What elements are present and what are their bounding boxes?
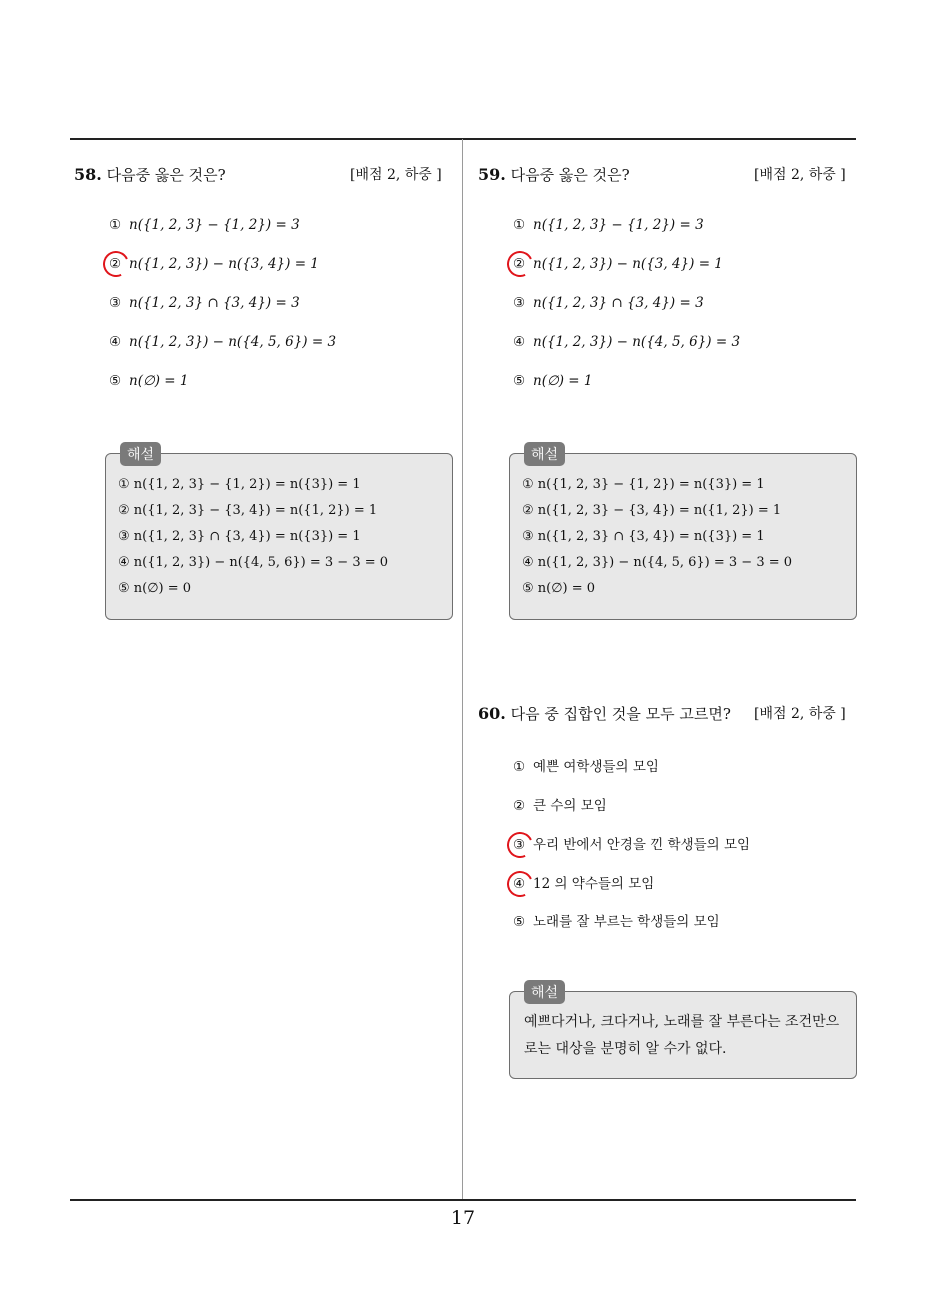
option-mark-selected: ②: [109, 256, 129, 272]
option-text: 예쁜 여학생들의 모임: [533, 759, 659, 775]
explanation-box-59: [509, 447, 857, 620]
option-mark: ①: [513, 217, 526, 233]
option-mark: ①: [513, 759, 526, 775]
option-mark-selected: ③: [513, 837, 533, 853]
bottom-rule: [70, 1199, 856, 1201]
explanation-line: ⑤ n(∅) = 0: [522, 581, 596, 596]
option-5[interactable]: [513, 910, 720, 930]
option-2[interactable]: [513, 794, 607, 814]
option-1[interactable]: [513, 755, 659, 775]
option-3[interactable]: [513, 833, 750, 853]
explanation-line: ⑤ n(∅) = 0: [118, 581, 192, 596]
option-mark: ⑤: [513, 373, 526, 389]
explanation-line: ③ n({1, 2, 3} ∩ {3, 4}) = n({3}) = 1: [118, 529, 361, 544]
option-1[interactable]: [513, 217, 704, 233]
question-score: [배점 2, 하중 ]: [350, 167, 442, 183]
option-5[interactable]: [109, 373, 188, 389]
explanation-line: ① n({1, 2, 3} − {1, 2}) = n({3}) = 1: [522, 477, 765, 492]
question-prompt: 다음 중 집합인 것을 모두 고르면?: [510, 705, 731, 723]
option-1[interactable]: [109, 217, 300, 233]
option-4[interactable]: [513, 872, 654, 892]
option-mark: ③: [513, 295, 526, 311]
selected-circle-icon: [99, 247, 132, 280]
top-rule: [70, 138, 856, 140]
option-mark: ①: [109, 217, 122, 233]
option-mark: ④: [109, 334, 122, 350]
option-3[interactable]: [109, 295, 300, 311]
option-text: n({1, 2, 3}) − n({3, 4}) = 1: [129, 256, 319, 272]
option-4[interactable]: [109, 334, 336, 350]
explanation-box-58: [105, 447, 453, 620]
explanation-box-60: [509, 985, 857, 1079]
explanation-line: ④ n({1, 2, 3}) − n({4, 5, 6}) = 3 − 3 = 0: [522, 555, 793, 570]
option-mark: ③: [109, 295, 122, 311]
option-3[interactable]: [513, 295, 704, 311]
question-prompt: 다음중 옳은 것은?: [106, 166, 226, 184]
option-text: n({1, 2, 3} − {1, 2}) = 3: [533, 217, 704, 233]
question-prompt: 다음중 옳은 것은?: [510, 166, 630, 184]
option-text: n({1, 2, 3}) − n({3, 4}) = 1: [533, 256, 723, 272]
explanation-line: ② n({1, 2, 3} − {3, 4}) = n({1, 2}) = 1: [522, 503, 782, 518]
option-text: n({1, 2, 3}) − n({4, 5, 6}) = 3: [533, 334, 741, 350]
explanation-label: 해설: [120, 442, 161, 466]
explanation-line: ① n({1, 2, 3} − {1, 2}) = n({3}) = 1: [118, 477, 361, 492]
selected-circle-icon: [503, 828, 536, 861]
question-number: 58.: [74, 165, 102, 184]
option-text: n(∅) = 1: [129, 373, 189, 389]
explanation-line: ② n({1, 2, 3} − {3, 4}) = n({1, 2}) = 1: [118, 503, 378, 518]
selected-circle-icon: [503, 247, 536, 280]
option-mark: ⑤: [109, 373, 122, 389]
question-header: [478, 703, 731, 724]
option-5[interactable]: [513, 373, 592, 389]
option-text: 큰 수의 모임: [533, 798, 607, 814]
question-number: 60.: [478, 704, 506, 723]
selected-circle-icon: [503, 867, 536, 900]
option-text: n(∅) = 1: [533, 373, 593, 389]
option-text: n({1, 2, 3} ∩ {3, 4}) = 3: [129, 295, 300, 311]
explanation-text: 예쁘다거나, 크다거나, 노래를 잘 부른다는 조건만으로는 대상을 분명히 알 수가 없다.: [524, 1014, 840, 1057]
explanation-line: ③ n({1, 2, 3} ∩ {3, 4}) = n({3}) = 1: [522, 529, 765, 544]
page-number: 17: [450, 1207, 476, 1229]
option-mark-selected: ④: [513, 876, 533, 892]
option-text: n({1, 2, 3}) − n({4, 5, 6}) = 3: [129, 334, 337, 350]
option-2[interactable]: [109, 256, 319, 272]
option-text: 우리 반에서 안경을 낀 학생들의 모임: [533, 837, 751, 853]
explanation-label: 해설: [524, 980, 565, 1004]
option-mark: ⑤: [513, 914, 526, 930]
question-score: [배점 2, 하중 ]: [754, 706, 846, 722]
explanation-line: ④ n({1, 2, 3}) − n({4, 5, 6}) = 3 − 3 = 0: [118, 555, 389, 570]
option-mark-selected: ②: [513, 256, 533, 272]
option-text: 12 의 약수들의 모임: [533, 876, 655, 892]
column-divider: [462, 139, 463, 1201]
option-text: 노래를 잘 부르는 학생들의 모임: [533, 914, 720, 930]
question-header: [478, 164, 630, 185]
option-mark: ②: [513, 798, 526, 814]
option-text: n({1, 2, 3} ∩ {3, 4}) = 3: [533, 295, 704, 311]
question-header: [74, 164, 226, 185]
question-number: 59.: [478, 165, 506, 184]
option-4[interactable]: [513, 334, 740, 350]
question-score: [배점 2, 하중 ]: [754, 167, 846, 183]
explanation-label: 해설: [524, 442, 565, 466]
option-text: n({1, 2, 3} − {1, 2}) = 3: [129, 217, 300, 233]
option-mark: ④: [513, 334, 526, 350]
option-2[interactable]: [513, 256, 723, 272]
